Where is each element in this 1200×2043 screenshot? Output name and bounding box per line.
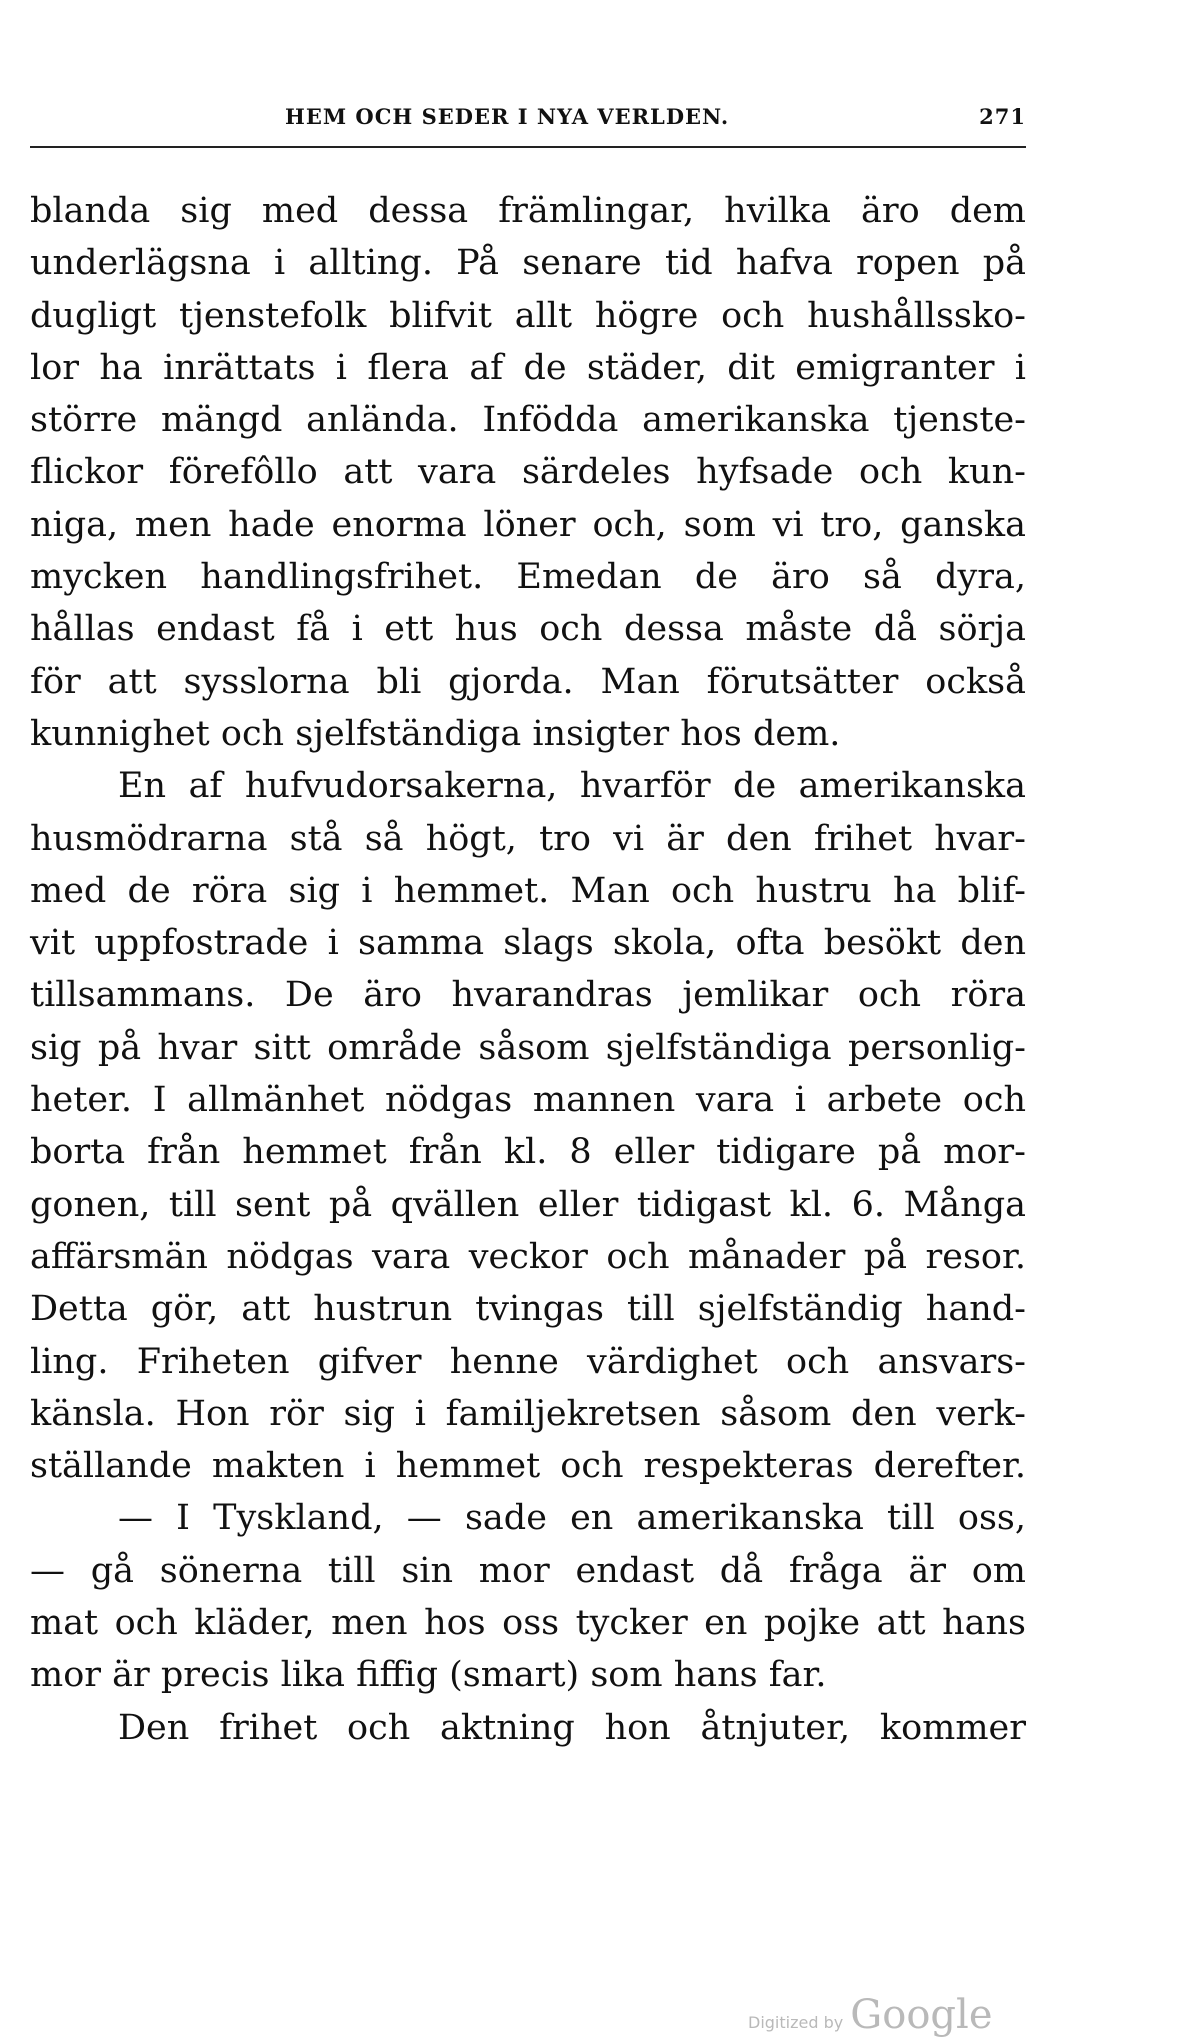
text-line: heter. I allmänhet nödgas mannen vara i arbete och — [30, 1080, 1026, 1121]
text-line: Den frihet och aktning hon åtnjuter, kommer — [118, 1707, 1026, 1748]
running-title: HEM OCH SEDER I NYA VERLDEN. — [285, 104, 730, 129]
text-line: underlägsna i allting. På senare tid hafva ropen på — [30, 243, 1026, 284]
text-line: större mängd anlända. Infödda amerikanska tjenste- — [30, 400, 1026, 441]
text-line: känsla. Hon rör sig i familjekretsen såsom den verk- — [30, 1393, 1026, 1434]
text-line: sig på hvar sitt område såsom sjelfständiga personlig- — [30, 1027, 1026, 1068]
text-line: ling. Friheten gifver henne värdighet och ansvars- — [30, 1341, 1026, 1382]
text-line: En af hufvudorsakerna, hvarför de amerikanska — [118, 766, 1026, 807]
text-line: flickor förefôllo att vara särdeles hyfsade och kun- — [30, 452, 1026, 493]
text-line: — gå sönerna till sin mor endast då fråga är om — [30, 1550, 1026, 1591]
text-line: kunnighet och sjelfständiga insigter hos dem. — [30, 713, 841, 754]
running-header — [30, 104, 1026, 144]
text-line: vit uppfostrade i samma slags skola, ofta besökt den — [30, 923, 1026, 964]
text-line: gonen, till sent på qvällen eller tidigast kl. 6. Många — [30, 1184, 1026, 1225]
text-line: borta från hemmet från kl. 8 eller tidigare på mor- — [30, 1132, 1026, 1173]
text-line: dugligt tjenstefolk blifvit allt högre och hushållssko- — [30, 295, 1026, 336]
text-line: Detta gör, att hustrun tvingas till sjelfständig hand- — [30, 1289, 1026, 1330]
page-number: 271 — [979, 104, 1026, 129]
text-line: ställande makten i hemmet och respekteras derefter. — [30, 1446, 1026, 1487]
text-line: affärsmän nödgas vara veckor och månader på resor. — [30, 1236, 1026, 1277]
digitization-watermark — [748, 1992, 998, 2040]
text-line: med de röra sig i hemmet. Man och hustru ha blif- — [30, 870, 1026, 911]
text-line: mor är precis lika fiffig (smart) som hans far. — [30, 1655, 827, 1696]
text-line: tillsammans. De äro hvarandras jemlikar och röra — [30, 975, 1026, 1016]
text-line: blanda sig med dessa främlingar, hvilka äro dem — [30, 191, 1026, 231]
text-line: mycken handlingsfrihet. Emedan de äro så dyra, — [30, 557, 1026, 598]
text-line: för att sysslorna bli gjorda. Man förutsätter också — [30, 661, 1026, 702]
text-line: mat och kläder, men hos oss tycker en pojke att hans — [30, 1603, 1026, 1644]
text-line: — I Tyskland, — sade en amerikanska till oss, — [118, 1498, 1026, 1539]
text-line: hållas endast få i ett hus och dessa måste då sörja — [30, 609, 1026, 650]
book-page — [30, 0, 1026, 2043]
text-line: lor ha inrättats i flera af de städer, dit emigranter i — [30, 347, 1026, 388]
text-line: niga, men hade enorma löner och, som vi tro, ganska — [30, 504, 1026, 545]
header-rule — [30, 146, 1026, 148]
watermark-prefix: Digitized by — [748, 2013, 844, 2032]
watermark-brand: Google — [850, 1992, 993, 2038]
text-line: husmödrarna stå så högt, tro vi är den frihet hvar- — [30, 818, 1026, 859]
body-text — [30, 185, 1026, 1754]
